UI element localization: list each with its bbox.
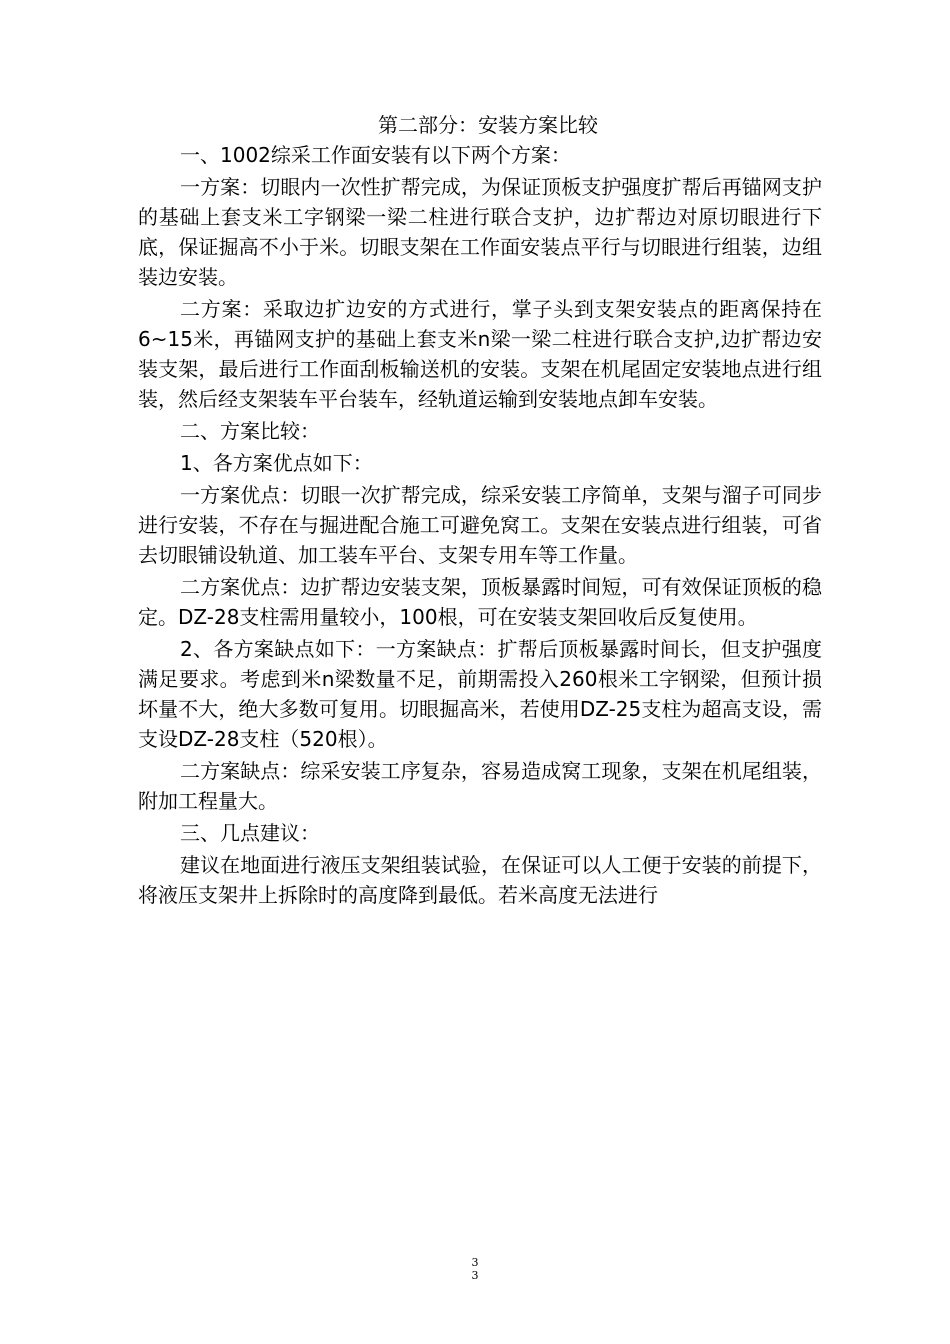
section-title: 第二部分：安装方案比较 [378,113,598,137]
paragraph-suggestion: 建议在地面进行液压支架组装试验，在保证可以人工便于安装的前提下，将液压支架井上拆除时的高度降到最低。若米高度无法进行 [138,853,822,907]
paragraph-plan-one-advantages: 一方案优点：切眼一次扩帮完成，综采安装工序简单，支架与溜子可同步进行安装，不存在与掘进配合施工可避免窝工。支架在安装点进行组装，可省去切眼铺设轨道、加工装车平台、支架专用车等工作量。 [138,483,822,567]
paragraph-heading-3: 三、几点建议： [180,821,320,845]
page-number-line-1: 3 [471,1256,479,1269]
paragraph-plan-one: 一方案：切眼内一次性扩帮完成，为保证顶板支护强度扩帮后再锚网支护的基础上套支米工字钢梁一梁二柱进行联合支护，边扩帮边对原切眼进行下底，保证掘高不小于米。切眼支架在工作面安装点平行与切眼进行组装，边组装边安装。 [138,175,822,289]
page-number-line-2: 3 [471,1269,479,1282]
paragraph-heading-1: 一、1002综采工作面安装有以下两个方案： [180,143,571,167]
paragraph-plan-two-advantages: 二方案优点：边扩帮边安装支架，顶板暴露时间短，可有效保证顶板的稳定。DZ-28支柱需用量较小，100根，可在安装支架回收后反复使用。 [138,575,822,629]
document-body [138,110,822,912]
paragraph-heading-2: 二、方案比较： [180,419,320,443]
paragraph-plan-two: 二方案：采取边扩边安的方式进行，掌子头到支架安装点的距离保持在6~15米，再锚网支护的基础上套支米n梁一梁二柱进行联合支护,边扩帮边安装支架，最后进行工作面刮板输送机的安装。支架在机尾固定安装地点进行组装，然后经支架装车平台装车，经轨道运输到安装地点卸车安装。 [138,297,822,411]
paragraph-plan-two-disadvantages: 二方案缺点：综采安装工序复杂，容易造成窝工现象，支架在机尾组装，附加工程量大。 [138,759,822,813]
page-number [0,1256,950,1282]
paragraph-advantages-heading: 1、各方案优点如下： [180,451,373,475]
paragraph-disadvantages: 2、各方案缺点如下：一方案缺点：扩帮后顶板暴露时间长，但支护强度满足要求。考虑到米n梁数量不足，前期需投入260根米工字钢梁，但预计损坏量不大，绝大多数可复用。切眼掘高米，若使用DZ-25支柱为超高支设，需支设DZ-28支柱（520根）。 [138,637,822,751]
